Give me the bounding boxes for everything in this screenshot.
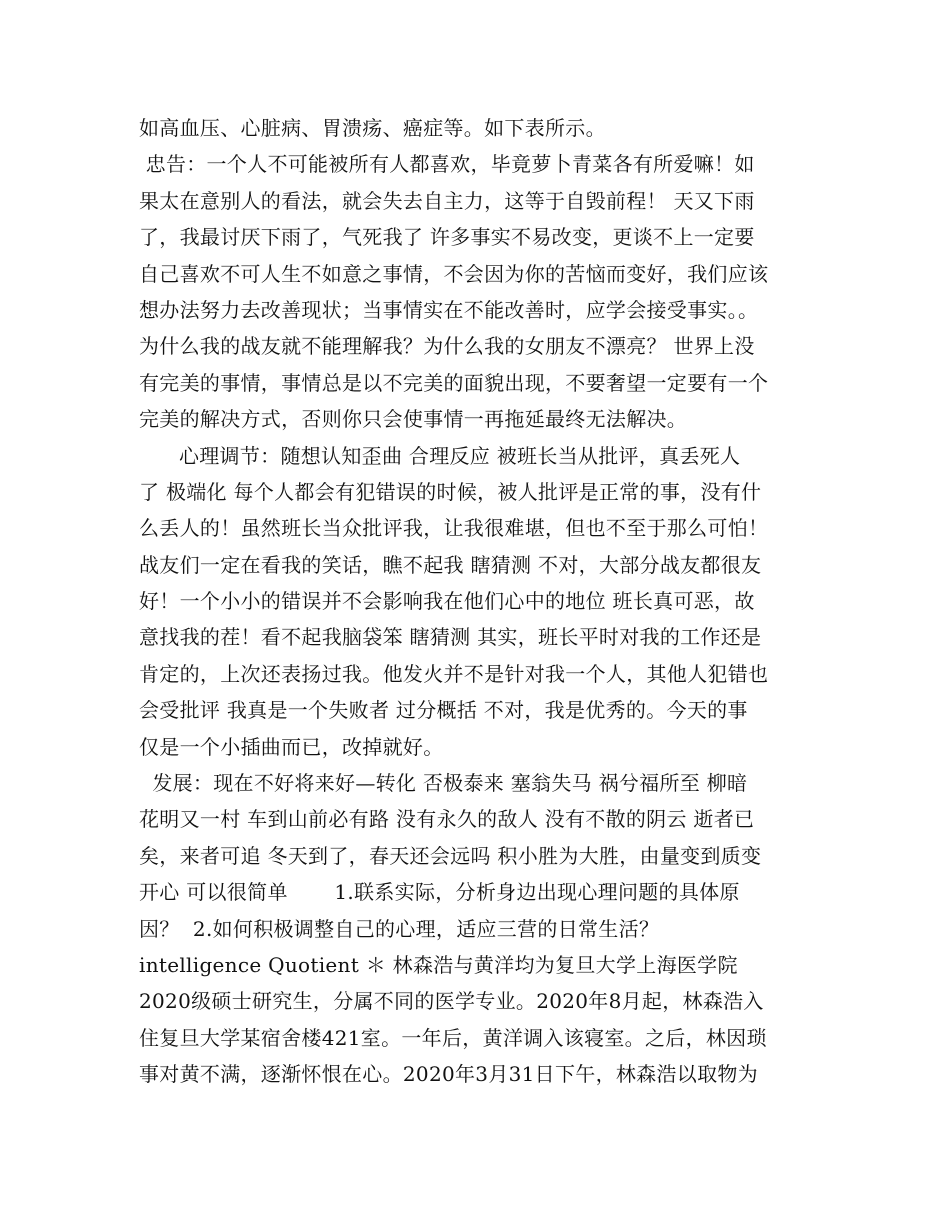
text-line: 有完美的事情，事情总是以不完美的面貌出现，不要奢望一定要有一个: [139, 370, 769, 395]
text-line: 因？ 2.如何积极调整自己的心理，适应三营的日常生活？: [139, 916, 660, 941]
text-line: 事对黄不满，逐渐怀恨在心。2020年3月31日下午，林森浩以取物为: [139, 1062, 758, 1087]
text-line: 开心 可以很简单 1.联系实际，分析身边出现心理问题的具体原: [139, 880, 740, 905]
text-line: 仅是一个小插曲而已，改掉就好。: [139, 734, 444, 759]
text-line: intelligence Quotient ＊ 林森浩与黄洋均为复旦大学上海医学院: [139, 952, 738, 977]
text-line: 心理调节：随想认知歪曲 合理反应 被班长当从批评，真丢死人: [139, 443, 741, 468]
text-line: 了 极端化 每个人都会有犯错误的时候，被人批评是正常的事，没有什: [139, 479, 762, 504]
text-line: 想办法努力去改善现状；当事情实在不能改善时，应学会接受事实。。: [139, 297, 759, 322]
text-line: 完美的解决方式，否则你只会使事情一再拖延最终无法解决。: [139, 407, 688, 432]
text-line: 了，我最讨厌下雨了，气死我了 许多事实不易改变，更谈不上一定要: [139, 225, 755, 250]
text-line: 自己喜欢不可人生不如意之事情，不会因为你的苦恼而变好，我们应该: [139, 261, 769, 286]
text-line: 会受批评 我真是一个失败者 过分概括 不对，我是优秀的。今天的事: [139, 698, 748, 723]
text-line: 么丢人的！虽然班长当众批评我，让我很难堪，但也不至于那么可怕！: [139, 516, 769, 541]
text-line: 好！一个小小的错误并不会影响我在他们心中的地位 班长真可恶，故: [139, 589, 755, 614]
text-line: 果太在意别人的看法，就会失去自主力，这等于自毁前程！ 天又下雨: [139, 188, 755, 213]
text-line: 意找我的茬！看不起我脑袋笨 瞎猜测 其实，班长平时对我的工作还是: [139, 625, 762, 650]
document-body: [139, 110, 813, 1093]
text-line: 为什么我的战友就不能理解我？为什么我的女朋友不漂亮？ 世界上没: [139, 334, 755, 359]
text-line: 肯定的，上次还表扬过我。他发火并不是针对我一个人，其他人犯错也: [139, 661, 769, 686]
text-line: 花明又一村 车到山前必有路 没有永久的敌人 没有不散的阴云 逝者已: [139, 807, 755, 832]
text-line: 矣，来者可追 冬天到了，春天还会远吗 积小胜为大胜，由量变到质变: [139, 843, 762, 868]
text-line: 忠告：一个人不可能被所有人都喜欢，毕竟萝卜青菜各有所爱嘛！如: [139, 152, 755, 177]
text-line: 战友们一定在看我的笑话，瞧不起我 瞎猜测 不对，大部分战友都很友: [139, 552, 762, 577]
text-line: 发展：现在不好将来好—转化 否极泰来 塞翁失马 祸兮福所至 柳暗: [139, 771, 748, 796]
text-line: 住复旦大学某宿舍楼421室。一年后，黄洋调入该寝室。之后，林因琐: [139, 1025, 767, 1050]
text-line: 如高血压、心脏病、胃溃疡、癌症等。如下表所示。: [139, 116, 606, 140]
text-line: 2020级硕士研究生，分属不同的医学专业。2020年8月起，林森浩入: [139, 989, 764, 1014]
